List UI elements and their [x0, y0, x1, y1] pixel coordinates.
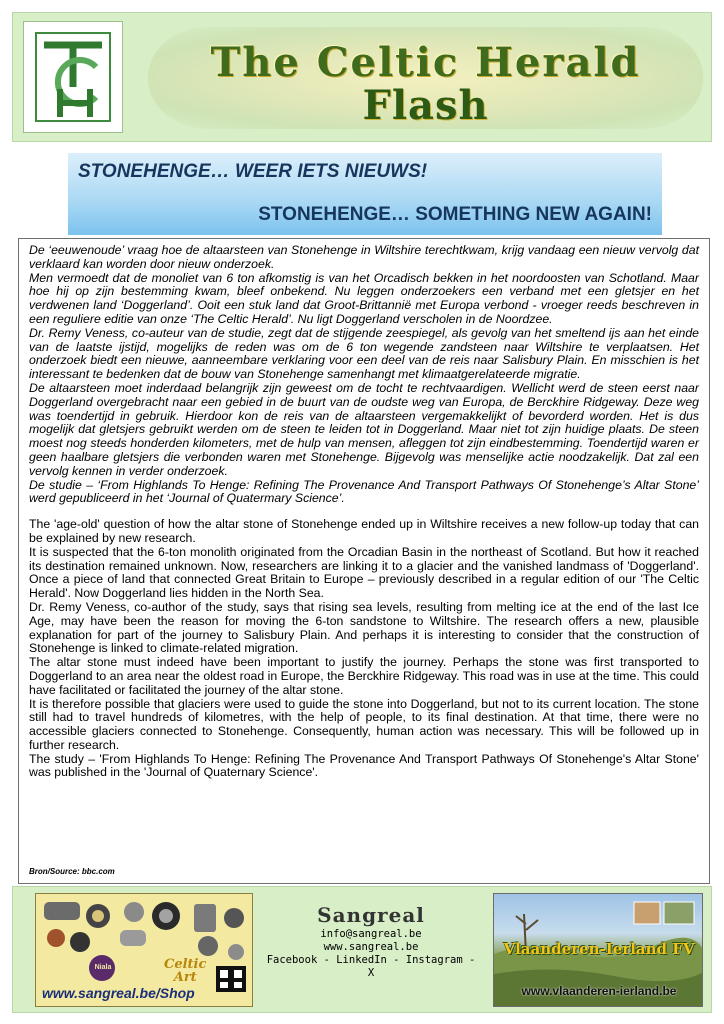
publication-subtitle: Flash — [362, 82, 489, 129]
article-paragraph-nl: Men vermoedt dat de monoliet van 6 ton afkomstig is van het Orcadisch bekken in het noordoosten van Schotland. Maar hoe hij op zijn bestemming kwam, bleef onbekend. Nu leggen onderzoekers een verband met een gletsjer en het verdwenen land ‘Doggerland’. Ooit een stuk land dat Groot-Brittannië met Europa verbond - vroeger reeds beschreven in een reguliere editie van onze ‘The Celtic Herald’. Nu ligt Doggerland verscholen in de Noordzee. — [29, 270, 699, 326]
logo-letters: TCH — [30, 27, 33, 28]
contact-website[interactable]: www.sangreal.be — [323, 941, 419, 953]
article-paragraph-nl: Dr. Remy Veness, co-auteur van de studie, zegt dat de stijgende zeespiegel, als gevolg van het smeltend ijs aan het einde van de laatste ijstijd, mogelijks de reden was om de 6 ton wegende zandsteen naar Wiltshire te verplaatsen. Het onderzoek biedt een nieuwe, aanneembare verklaring voor een deel van de reis naar Salisbury Plain. En misschien is het interessant te bedenken dat de bouw van Stonehenge samenhangt met klimaatgerelateerde migratie. — [29, 325, 699, 382]
source-credit: Bron/Source: bbc.com — [29, 867, 115, 876]
celtic-art-logo — [164, 958, 206, 984]
article-paragraph-nl: De studie – ‘From Highlands To Henge: Refining The Provenance And Transport Pathways Of Stonehenge’s Altar Stone’ werd gepubliceerd in het ‘Journal of Quatermary Science’. — [29, 477, 699, 506]
publication-title: The Celtic Herald — [210, 39, 641, 86]
celtic-art-line2: Art — [173, 970, 197, 985]
contact-email[interactable]: info@sangreal.be — [320, 928, 422, 940]
headline-english: STONEHENGE… SOMETHING NEW AGAIN! — [258, 204, 652, 225]
shop-url-link[interactable]: www.sangreal.be/Shop — [42, 985, 195, 1001]
footer — [12, 886, 712, 1013]
article-paragraph-en: The 'age-old' question of how the altar stone of Stonehenge ended up in Wiltshire receives a new follow-up today that can be explained by new research. — [29, 517, 699, 545]
tch-monogram-icon — [30, 27, 116, 127]
title-banner — [148, 27, 703, 129]
tch-logo — [23, 21, 123, 133]
niala-badge: Niala — [94, 964, 112, 971]
contact-block — [261, 903, 481, 980]
sangreal-brand: Sangreal — [317, 903, 425, 927]
headline-banner — [68, 153, 662, 235]
masthead — [12, 12, 712, 142]
partner-title: Vlaanderen-Ierland FV — [503, 940, 695, 958]
partner-advert[interactable] — [493, 893, 703, 1007]
article-paragraph-nl: De ‘eeuwenoude’ vraag hoe de altaarsteen van Stonehenge in Wiltshire terechtkwam, krijg vandaag een nieuw vervolg dat verklaard kan worden door nieuw onderzoek. — [29, 243, 699, 271]
article-paragraph-en: It is therefore possible that glaciers were used to guide the stone into Doggerland, but not to its current location. The stone still had to travel hundreds of kilometres, with the help of people, to its final destination. At that time, there were no accessible glaciers connected to Stonehenge. Consequently, human action was necessary. This will be followed up in further research. — [29, 696, 699, 752]
shop-advert[interactable] — [35, 893, 253, 1007]
headline-dutch: STONEHENGE… WEER IETS NIEUWS! — [78, 161, 428, 182]
article-paragraph-en: Dr. Remy Veness, co-author of the study, says that rising sea levels, resulting from melting ice at the end of the last Ice Age, may have been the reason for moving the 6-ton sandstone to Wiltshire. The research offers a new, plausible explanation for part of the journey to Salisbury Plain. And perhaps it is interesting to consider that the construction of Stonehenge is linked to climate-related migration. — [29, 599, 699, 656]
article-body — [18, 238, 710, 884]
article-paragraph-en: It is suspected that the 6-ton monolith originated from the Orcadian Basin in the northeast of Scotland. But how it reached its destination remained unknown. Now, researchers are linking it to a glacier and the vanished landmass of 'Doggerland'. Once a piece of land that connected Great Britain to Europe – previously described in a regular edition of our 'The Celtic Herald'. Now Doggerland lies hidden in the North Sea. — [29, 544, 699, 601]
celtic-art-line1: Celtic — [164, 957, 207, 972]
contact-social[interactable]: Facebook - LinkedIn - Instagram - X — [266, 954, 476, 979]
article-paragraph-en: The study – 'From Highlands To Henge: Refining The Provenance And Transport Pathways Of Stonehenge's Altar Stone' was published in the 'Journal of Quaternary Science'. — [29, 751, 699, 780]
partner-url-link[interactable]: www.vlaanderen-ierland.be — [521, 984, 677, 998]
article-paragraph-nl: De altaarsteen moet inderdaad belangrijk zijn geweest om de tocht te rechtvaardigen. Wellicht werd de steen eerst naar Doggerland overgebracht naar een gebied in de buurt van de oudste weg van Europa, de Berckhire Ridgeway. Deze weg was toendertijd in gebruik. Hierdoor kon de reis van de altaarsteen vergemakkelijkt of bevorderd worden. Het is dus mogelijk dat gletsjers gebruikt werden om de steen te leiden tot in Doggerland. Maar niet tot zijn huidige plaats. De steen moest nog steeds honderden kilometers, met de hulp van mensen, afleggen tot zijn eindbestemming. Toendertijd waren er geen haalbare gletsjers die verbonden waren met Stonehenge. Bijgevolg was menselijke actie noodzakelijk. Dat zal een vervolg kennen in verder onderzoek. — [29, 380, 699, 478]
article-paragraph-en: The altar stone must indeed have been important to justify the journey. Perhaps the stone was first transported to Doggerland to an area near the oldest road in Europe, the Berckhire Ridgeway. This road was in use at the time. This could have facilitated or facilitated the journey of the altar stone. — [29, 655, 699, 697]
